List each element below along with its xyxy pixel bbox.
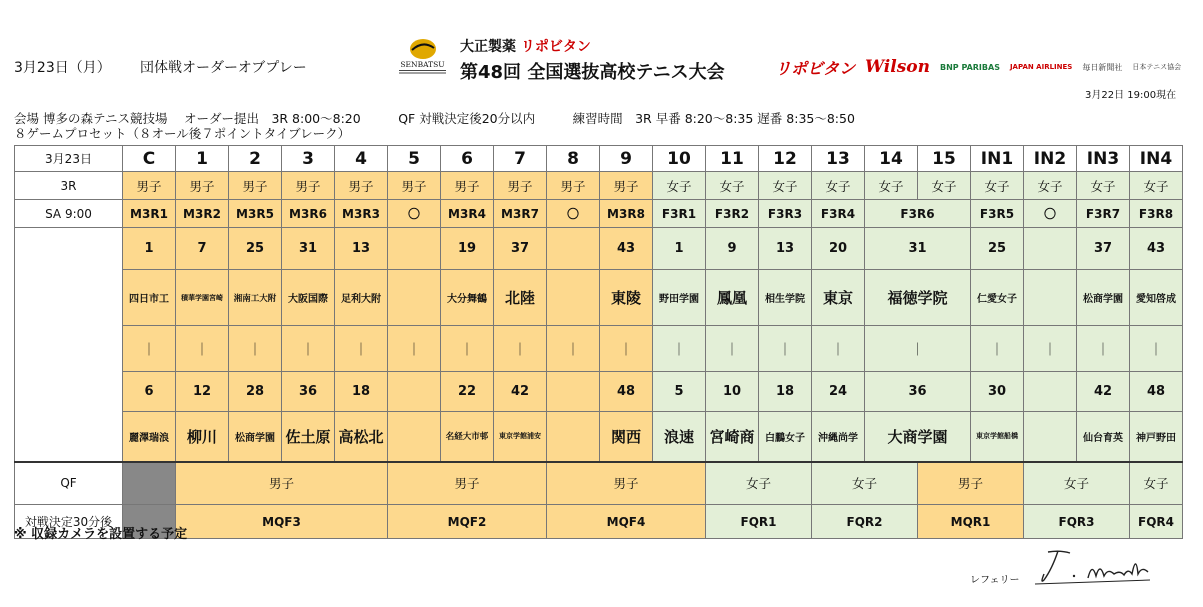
match-code-cell: 〇 [547, 200, 600, 228]
vs-separator: ｜ [176, 326, 229, 372]
start-time-label: SA 9:00 [15, 200, 123, 228]
sponsor-logo: BNP PARIBAS [940, 62, 1000, 72]
match-code-cell: M3R8 [600, 200, 653, 228]
qf-gender-cell: 女子 [1024, 462, 1130, 505]
referee-signature [1030, 544, 1170, 592]
school-bottom: 麗澤瑞浪 [123, 412, 176, 462]
qf-gender-cell: 男子 [176, 462, 388, 505]
qf-gender-cell: 男子 [918, 462, 1024, 505]
qf-match-cell: FQR2 [812, 505, 918, 539]
gender-cell: 男子 [335, 172, 388, 200]
seed-bottom: 5 [653, 372, 706, 412]
seed-top: 31 [282, 228, 335, 270]
seed-bottom: 36 [282, 372, 335, 412]
order-of-play-table [14, 145, 1183, 539]
venue-info: 会場 博多の森テニス競技場 オーダー提出 3R 8:00～8:20 QF 対戦決定後20分以内 練習時間 3R 早番 8:20～8:35 遅番 8:35～8:50 [14, 111, 855, 126]
vs-separator: ｜ [600, 326, 653, 372]
match-code-cell: F3R2 [706, 200, 759, 228]
court-header: 15 [918, 146, 971, 172]
court-header: IN4 [1130, 146, 1183, 172]
vs-separator: ｜ [123, 326, 176, 372]
school-top-merged: 福徳学院 [865, 270, 971, 326]
seed-bottom: 48 [600, 372, 653, 412]
seed-top: 37 [1077, 228, 1130, 270]
gender-cell: 女子 [1024, 172, 1077, 200]
vs-separator: ｜ [1130, 326, 1183, 372]
court-header: 12 [759, 146, 812, 172]
school-bottom: 柳川 [176, 412, 229, 462]
qf-gender-cell: 男子 [547, 462, 706, 505]
school-bottom: 東京学館浦安 [494, 412, 547, 462]
school-top: 大阪国際 [282, 270, 335, 326]
gender-cell: 女子 [918, 172, 971, 200]
match-code-cell: M3R5 [229, 200, 282, 228]
match-code-cell: 〇 [1024, 200, 1077, 228]
school-top: 仁愛女子 [971, 270, 1024, 326]
court-header: 2 [229, 146, 282, 172]
court-header: 4 [335, 146, 388, 172]
match-code-cell: 〇 [388, 200, 441, 228]
sponsor-logo: JAPAN AIRLINES [1009, 63, 1073, 71]
school-bottom [388, 412, 441, 462]
school-bottom: 白鵬女子 [759, 412, 812, 462]
seed-bottom [1024, 372, 1077, 412]
school-bottom [1024, 412, 1077, 462]
school-top [1024, 270, 1077, 326]
school-top: 四日市工 [123, 270, 176, 326]
gender-cell: 男子 [600, 172, 653, 200]
match-code-cell: M3R6 [282, 200, 335, 228]
match-code-cell: F3R1 [653, 200, 706, 228]
qf-match-cell: FQR4 [1130, 505, 1183, 539]
sponsor-logos [775, 52, 1181, 82]
scoring-format: ８ゲームプロセット（８オール後７ポイントタイブレーク） [14, 126, 351, 141]
court-header: 5 [388, 146, 441, 172]
seed-top: 25 [229, 228, 282, 270]
vs-separator: ｜ [1077, 326, 1130, 372]
school-top: 相生学院 [759, 270, 812, 326]
match-code-cell: M3R2 [176, 200, 229, 228]
sponsor-logo: リポビタン [775, 58, 856, 78]
school-top [388, 270, 441, 326]
sponsor-logo: 毎日新聞社 [1082, 62, 1123, 72]
school-top: 大分舞鶴 [441, 270, 494, 326]
school-top: 東京 [812, 270, 865, 326]
seed-bottom-merged: 36 [865, 372, 971, 412]
gender-cell: 男子 [123, 172, 176, 200]
vs-separator: ｜ [335, 326, 388, 372]
gender-cell: 女子 [865, 172, 918, 200]
seed-top: 1 [123, 228, 176, 270]
gender-cell: 女子 [1077, 172, 1130, 200]
gender-cell: 男子 [176, 172, 229, 200]
qf-match-cell: MQR1 [918, 505, 1024, 539]
event-sponsor-line [460, 36, 591, 56]
event-title: 第48回 全国選抜高校テニス大会 [460, 62, 725, 83]
school-top [547, 270, 600, 326]
school-top: 北陸 [494, 270, 547, 326]
seed-top: 13 [759, 228, 812, 270]
seed-top: 1 [653, 228, 706, 270]
school-bottom: 高松北 [335, 412, 388, 462]
gender-cell: 女子 [706, 172, 759, 200]
gender-cell: 男子 [547, 172, 600, 200]
seed-top [547, 228, 600, 270]
qf-match-cell: FQR3 [1024, 505, 1130, 539]
qf-match-cell: MQF2 [388, 505, 547, 539]
school-bottom: 関西 [600, 412, 653, 462]
qf-match-cell: MQF3 [176, 505, 388, 539]
court-header: 9 [600, 146, 653, 172]
court-header: 8 [547, 146, 600, 172]
school-top: 野田学園 [653, 270, 706, 326]
match-code-cell: M3R7 [494, 200, 547, 228]
seed-top [388, 228, 441, 270]
vs-separator: ｜ [812, 326, 865, 372]
school-bottom: 東京学館船橋 [971, 412, 1024, 462]
school-bottom-merged: 大商学園 [865, 412, 971, 462]
court-header: 11 [706, 146, 759, 172]
seed-top: 19 [441, 228, 494, 270]
gender-cell: 女子 [971, 172, 1024, 200]
qf-label: QF [15, 462, 123, 505]
court-header: 14 [865, 146, 918, 172]
gender-cell: 男子 [388, 172, 441, 200]
gender-cell: 男子 [494, 172, 547, 200]
match-code-cell: F3R3 [759, 200, 812, 228]
match-code-cell: F3R8 [1130, 200, 1183, 228]
seed-bottom [547, 372, 600, 412]
court-header: C [123, 146, 176, 172]
seed-bottom: 28 [229, 372, 282, 412]
school-top: 松商学園 [1077, 270, 1130, 326]
seed-top: 37 [494, 228, 547, 270]
match-code-cell: M3R3 [335, 200, 388, 228]
seed-top: 25 [971, 228, 1024, 270]
senbatsu-logo [395, 36, 450, 76]
seed-top: 13 [335, 228, 388, 270]
seed-bottom: 22 [441, 372, 494, 412]
court-header: IN2 [1024, 146, 1077, 172]
seed-bottom [388, 372, 441, 412]
match-code-cell: M3R1 [123, 200, 176, 228]
seed-top: 43 [1130, 228, 1183, 270]
qf-match-cell: MQF4 [547, 505, 706, 539]
school-bottom: 神戸野田 [1130, 412, 1183, 462]
table-corner: 3月23日 [15, 146, 123, 172]
match-code-cell: F3R7 [1077, 200, 1130, 228]
seed-top: 20 [812, 228, 865, 270]
court-header: 3 [282, 146, 335, 172]
seed-top [1024, 228, 1077, 270]
school-bottom [547, 412, 600, 462]
school-bottom: 仙台育英 [1077, 412, 1130, 462]
sponsor-logo: Wilson [865, 57, 930, 77]
referee-label: レフェリー [970, 575, 1020, 586]
school-bottom: 浪速 [653, 412, 706, 462]
school-top: 積華学園宮崎 [176, 270, 229, 326]
school-top: 湘南工大附 [229, 270, 282, 326]
school-top: 鳳凰 [706, 270, 759, 326]
seed-bottom: 12 [176, 372, 229, 412]
brand-name: リポビタン [520, 39, 591, 55]
school-bottom: 沖縄尚学 [812, 412, 865, 462]
gender-cell: 男子 [282, 172, 335, 200]
vs-separator: ｜ [971, 326, 1024, 372]
gender-cell: 女子 [759, 172, 812, 200]
court-header: 1 [176, 146, 229, 172]
matchup-label-cell [15, 228, 123, 462]
school-top: 愛知啓成 [1130, 270, 1183, 326]
vs-separator: ｜ [282, 326, 335, 372]
vs-separator: ｜ [759, 326, 812, 372]
court-header: 13 [812, 146, 865, 172]
gender-cell: 女子 [812, 172, 865, 200]
schedule-date: 3月23日（月） [14, 60, 111, 76]
camera-note: ※ 収録カメラを設置する予定 [14, 527, 188, 542]
seed-bottom: 24 [812, 372, 865, 412]
vs-separator: ｜ [441, 326, 494, 372]
match-code-cell: F3R5 [971, 200, 1024, 228]
qf-timing-label: 対戦決定30分後 [15, 505, 123, 539]
seed-bottom: 10 [706, 372, 759, 412]
vs-separator: ｜ [388, 326, 441, 372]
seed-bottom: 6 [123, 372, 176, 412]
match-code-cell: F3R6 [865, 200, 971, 228]
sponsor-name: 大正製薬 [460, 39, 516, 55]
seed-bottom: 48 [1130, 372, 1183, 412]
school-bottom: 松商学園 [229, 412, 282, 462]
court-header: 6 [441, 146, 494, 172]
vs-separator: ｜ [653, 326, 706, 372]
vs-separator-merged: ｜ [865, 326, 971, 372]
vs-separator: ｜ [229, 326, 282, 372]
gender-cell: 男子 [229, 172, 282, 200]
vs-separator: ｜ [547, 326, 600, 372]
qf-match-cell: FQR1 [706, 505, 812, 539]
seed-top-merged: 31 [865, 228, 971, 270]
qf-gender-cell: 女子 [812, 462, 918, 505]
vs-separator: ｜ [494, 326, 547, 372]
seed-bottom: 18 [759, 372, 812, 412]
as-of-timestamp: 3月22日 19:00現在 [1085, 90, 1177, 101]
round-label: 3R [15, 172, 123, 200]
unused-cell [123, 462, 176, 505]
match-code-cell: F3R4 [812, 200, 865, 228]
gender-cell: 男子 [441, 172, 494, 200]
seed-top: 43 [600, 228, 653, 270]
court-header: IN3 [1077, 146, 1130, 172]
seed-bottom: 30 [971, 372, 1024, 412]
seed-bottom: 42 [1077, 372, 1130, 412]
vs-separator: ｜ [706, 326, 759, 372]
schedule-title: 団体戦オーダーオブプレー [140, 60, 307, 76]
court-header: 10 [653, 146, 706, 172]
school-bottom: 佐土原 [282, 412, 335, 462]
school-top: 足利大附 [335, 270, 388, 326]
gender-cell: 女子 [653, 172, 706, 200]
sponsor-logo: 日本テニス協会 [1132, 63, 1182, 71]
seed-top: 7 [176, 228, 229, 270]
court-header: IN1 [971, 146, 1024, 172]
seed-top: 9 [706, 228, 759, 270]
seed-bottom: 18 [335, 372, 388, 412]
court-header: 7 [494, 146, 547, 172]
school-bottom: 宮崎商 [706, 412, 759, 462]
qf-gender-cell: 男子 [388, 462, 547, 505]
school-top: 東陵 [600, 270, 653, 326]
match-code-cell: M3R4 [441, 200, 494, 228]
school-bottom: 名経大市邨 [441, 412, 494, 462]
logo-text: SENBATSU [400, 60, 445, 69]
gender-cell: 女子 [1130, 172, 1183, 200]
qf-gender-cell: 女子 [706, 462, 812, 505]
qf-gender-cell: 女子 [1130, 462, 1183, 505]
vs-separator: ｜ [1024, 326, 1077, 372]
seed-bottom: 42 [494, 372, 547, 412]
